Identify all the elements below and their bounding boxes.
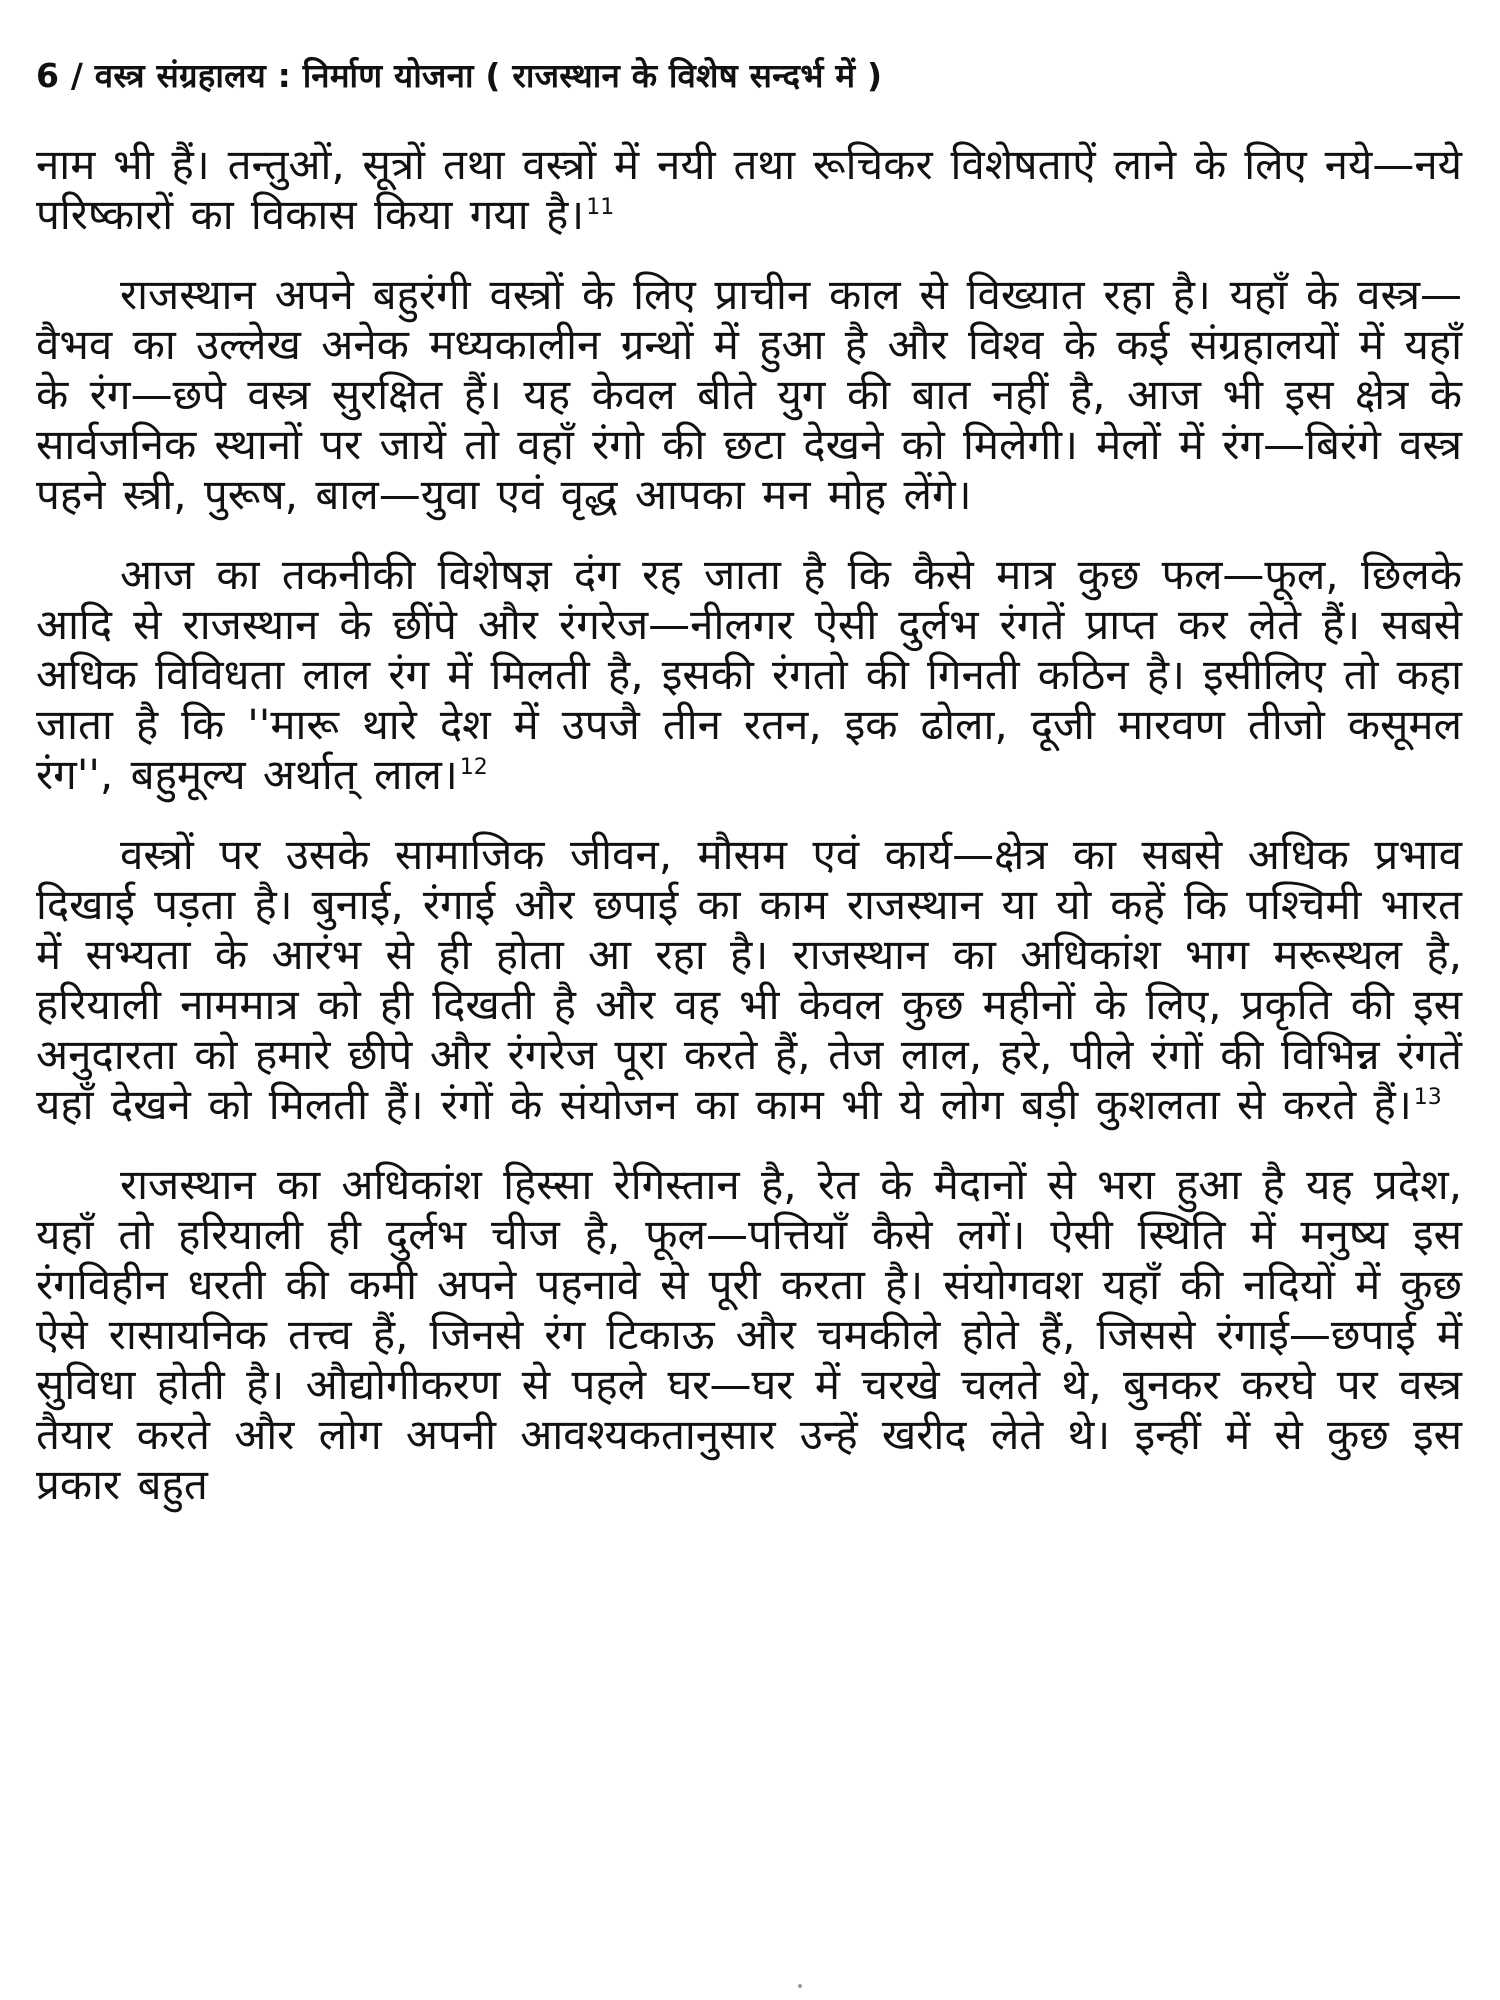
paragraph-text: राजस्थान अपने बहुरंगी वस्त्रों के लिए प्राचीन काल से विख्यात रहा है। यहाँ के वस्त्र—वैभव का उल्लेख अनेक मध्यकालीन ग्रन्थों में हुआ है और विश्व के कई संग्रहालयों में यहाँ के रंग—छपे वस्त्र सुरक्षित हैं। यह केवल बीते युग की बात नहीं है, आज भी इस क्षेत्र के सार्वजनिक स्थानों पर जायें तो वहाँ रंगो की छटा देखने को मिलेगी। मेलों में रंग—बिरंगे वस्त्र पहने स्त्री, पुरूष, बाल—युवा एवं वृद्ध आपका मन मोह लेंगे। (36, 270, 1463, 519)
paragraph-1 (36, 140, 1462, 240)
paragraph-text: राजस्थान का अधिकांश हिस्सा रेगिस्तान है, रेत के मैदानों से भरा हुआ है यह प्रदेश, यहाँ तो हरियाली ही दुर्लभ चीज है, फूल—पत्तियाँ कैसे लगें। ऐसी स्थिति में मनुष्य इस रंगविहीन धरती की कमी अपने पहनावे से पूरी करता है। संयोगवश यहाँ की नदियों में कुछ ऐसे रासायनिक तत्त्व हैं, जिनसे रंग टिकाऊ और चमकीले होते हैं, जिससे रंगाई—छपाई में सुविधा होती है। औद्योगीकरण से पहले घर—घर में चरखे चलते थे, बुनकर करघे पर वस्त्र तैयार करते और लोग अपनी आवश्यकतानुसार उन्हें खरीद लेते थे। इन्हीं में से कुछ इस प्रकार बहुत (36, 1160, 1462, 1509)
running-header: 6 / वस्त्र संग्रहालय : निर्माण योजना ( राजस्थान के विशेष सन्दर्भ में ) (36, 56, 883, 95)
paragraph-4 (36, 830, 1462, 1130)
paragraph-text: नाम भी हैं। तन्तुओं, सूत्रों तथा वस्त्रों में नयी तथा रूचिकर विशेषताऐं लाने के लिए नये—नये परिष्कारों का विकास किया गया है। (36, 140, 1462, 239)
footnote-ref: 13 (1413, 1085, 1442, 1110)
body-text (36, 140, 1462, 1540)
paragraph-3 (36, 550, 1462, 800)
paragraph-2 (36, 270, 1462, 520)
paragraph-text: आज का तकनीकी विशेषज्ञ दंग रह जाता है कि कैसे मात्र कुछ फल—फूल, छिलके आदि से राजस्थान के छींपे और रंगरेज—नीलगर ऐसी दुर्लभ रंगतें प्राप्त कर लेते हैं। सबसे अधिक विविधता लाल रंग में मिलती है, इसकी रंगतो की गिनती कठिन है। इसीलिए तो कहा जाता है कि ''मारू थारे देश में उपजै तीन रतन, इक ढोला, दूजी मारवण तीजो कसूमल रंग'', बहुमूल्य अर्थात् लाल। (36, 550, 1462, 799)
paragraph-5 (36, 1160, 1462, 1510)
footnote-ref: 12 (459, 755, 488, 780)
paragraph-text: वस्त्रों पर उसके सामाजिक जीवन, मौसम एवं कार्य—क्षेत्र का सबसे अधिक प्रभाव दिखाई पड़ता है। बुनाई, रंगाई और छपाई का काम राजस्थान या यो कहें कि पश्चिमी भारत में सभ्यता के आरंभ से ही होता आ रहा है। राजस्थान का अधिकांश भाग मरूस्थल है, हरियाली नाममात्र को ही दिखती है और वह भी केवल कुछ महीनों के लिए, प्रकृति की इस अनुदारता को हमारे छीपे और रंगरेज पूरा करते हैं, तेज लाल, हरे, पीले रंगों की विभिन्न रंगतें यहाँ देखने को मिलती हैं। रंगों के संयोजन का काम भी ये लोग बड़ी कुशलता से करते हैं। (36, 830, 1462, 1129)
footnote-ref: 11 (586, 195, 615, 220)
page-speck (798, 1984, 802, 1988)
